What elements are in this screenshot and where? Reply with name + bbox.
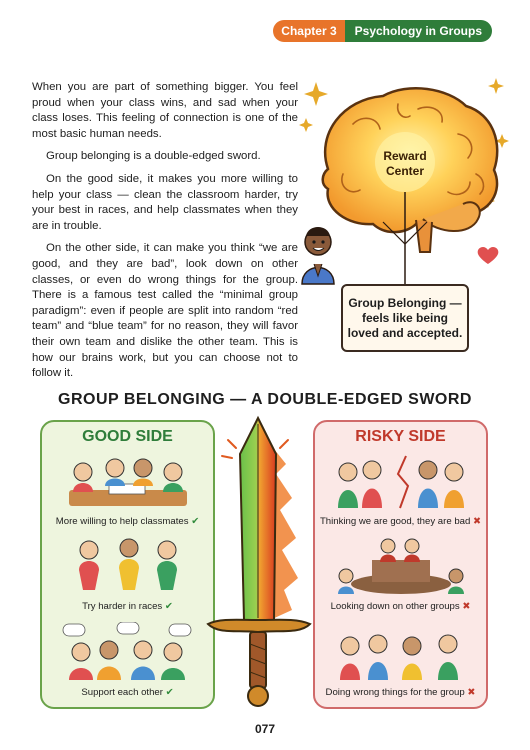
cross-icon: ✖ — [462, 601, 471, 612]
scene-us-vs-them — [332, 452, 470, 512]
good-item-1: More willing to help classmates ✔ — [55, 516, 200, 527]
risky-side-heading: RISKY SIDE — [355, 428, 446, 445]
good-item-2: Try harder in races ✔ — [82, 601, 173, 612]
scene-looking-down — [332, 536, 470, 596]
chapter-section-title: Psychology in Groups — [345, 20, 492, 42]
paragraph-good-side: On the good side, it makes you more willing to help your class — clean the classroom harder, try your best in races, and help classmates when they are in trouble. — [32, 172, 298, 232]
chapter-header-pill — [273, 20, 492, 42]
good-side-heading: GOOD SIDE — [82, 428, 173, 445]
risky-item-2: Looking down on other groups ✖ — [330, 601, 471, 612]
paragraph-intro: When you are part of something bigger. You feel proud when your class wins, and sad when your class loses. This feeling of connection is one of the most basic human needs. — [32, 81, 298, 140]
reward-center-label: Reward Center — [383, 149, 427, 178]
double-edged-sword-icon — [200, 414, 318, 714]
scene-racing — [59, 536, 197, 596]
page-number: 077 — [254, 722, 276, 736]
body-text — [32, 80, 298, 389]
brain-illustration — [298, 74, 512, 386]
group-belonging-callout: Group Belonging — feels like being loved and accepted. — [341, 284, 469, 352]
heart-icon — [478, 247, 499, 264]
chapter-number: Chapter 3 — [273, 20, 344, 42]
risky-item-1: Thinking we are good, they are bad ✖ — [319, 516, 482, 527]
scene-helping-classmates — [59, 452, 197, 512]
risky-item-3: Doing wrong things for the group ✖ — [325, 687, 476, 698]
good-item-3: Support each other ✔ — [81, 687, 174, 698]
check-icon: ✔ — [165, 687, 174, 698]
check-icon: ✔ — [191, 516, 200, 527]
cross-icon: ✖ — [467, 687, 476, 698]
good-side-panel — [40, 420, 215, 709]
infographic-title: GROUP BELONGING — A DOUBLE-EDGED SWORD — [58, 391, 472, 408]
child-figure — [302, 227, 334, 284]
scene-support — [59, 622, 197, 682]
cross-icon: ✖ — [473, 516, 482, 527]
paragraph-double-edged: Group belonging is a double-edged sword. — [46, 150, 261, 163]
paragraph-other-side: On the other side, it can make you think “we are good, and they are bad”, look down on other classes, or even do wrong things for the group. There is a famous test called the “minimal group paradigm”: even if people are split into random “red team” and “blue team” for no reason, they will favor their own team and dislike the other team. This is how our brains work, but you can choose not to follow it. — [32, 242, 298, 380]
check-icon: ✔ — [164, 601, 173, 612]
risky-side-panel — [313, 420, 488, 709]
scene-wrong-things — [332, 622, 470, 682]
